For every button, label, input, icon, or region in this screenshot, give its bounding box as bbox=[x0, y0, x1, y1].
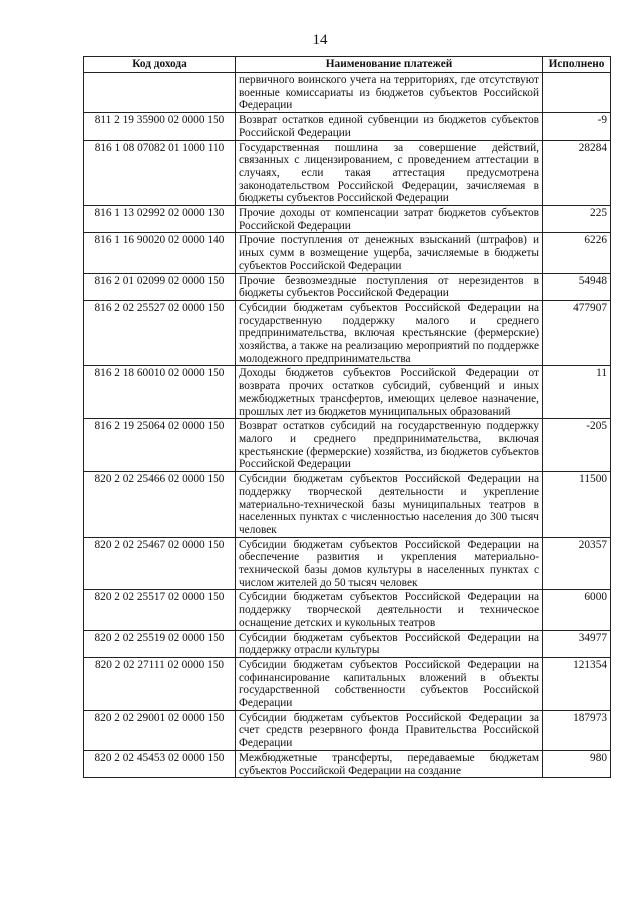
executed-amount-cell: -205 bbox=[543, 419, 611, 472]
table-row bbox=[84, 710, 611, 750]
executed-amount-cell: -9 bbox=[543, 113, 611, 140]
executed-amount-cell: 54948 bbox=[543, 273, 611, 300]
payment-name-cell: Субсидии бюджетам субъектов Российской Федерации за счет средств резервного фонда Правительства Российской Федерации bbox=[236, 710, 543, 750]
table-row bbox=[84, 73, 611, 113]
table-row bbox=[84, 273, 611, 300]
payment-name-cell: Возврат остатков субсидий на государственную поддержку малого и среднего предпринимательства, включая крестьянские (фермерские) хозяйства, из бюджетов субъектов Российской Федерации bbox=[236, 419, 543, 472]
income-code-cell: 816 2 19 25064 02 0000 150 bbox=[84, 419, 236, 472]
income-code-cell: 811 2 19 35900 02 0000 150 bbox=[84, 113, 236, 140]
revenue-table bbox=[83, 56, 611, 778]
executed-amount-cell: 477907 bbox=[543, 300, 611, 366]
table-row bbox=[84, 537, 611, 590]
income-code-cell: 820 2 02 25467 02 0000 150 bbox=[84, 537, 236, 590]
income-code-cell: 820 2 02 45453 02 0000 150 bbox=[84, 750, 236, 777]
executed-amount-cell: 187973 bbox=[543, 710, 611, 750]
income-code-cell bbox=[84, 73, 236, 113]
table-row bbox=[84, 472, 611, 538]
table-row bbox=[84, 300, 611, 366]
table-header-row bbox=[84, 57, 611, 73]
executed-amount-cell: 28284 bbox=[543, 140, 611, 206]
payment-name-cell: Субсидии бюджетам субъектов Российской Федерации на государственную поддержку малого и среднего предпринимательства, включая крестьянские (фермерские) хозяйства, а также на реализацию мероприятий по поддержке молодежного предпринимательства bbox=[236, 300, 543, 366]
table-row bbox=[84, 630, 611, 657]
header-name: Наименование платежей bbox=[236, 57, 543, 73]
payment-name-cell: Субсидии бюджетам субъектов Российской Федерации на поддержку творческой деятельности и укрепление материально-технической базы муниципальных театров в населенных пунктах с численностью населения до 300 тысяч человек bbox=[236, 472, 543, 538]
table-body bbox=[84, 73, 611, 778]
table-row bbox=[84, 366, 611, 419]
table-row bbox=[84, 233, 611, 273]
income-code-cell: 816 2 02 25527 02 0000 150 bbox=[84, 300, 236, 366]
table-row bbox=[84, 113, 611, 140]
income-code-cell: 820 2 02 25517 02 0000 150 bbox=[84, 590, 236, 630]
income-code-cell: 816 2 01 02099 02 0000 150 bbox=[84, 273, 236, 300]
executed-amount-cell: 6000 bbox=[543, 590, 611, 630]
page-number: 14 bbox=[312, 32, 328, 48]
payment-name-cell: Субсидии бюджетам субъектов Российской Федерации на поддержку творческой деятельности и техническое оснащение детских и кукольных театров bbox=[236, 590, 543, 630]
payment-name-cell: Прочие поступления от денежных взысканий (штрафов) и иных сумм в возмещение ущерба, зачисляемые в бюджеты субъектов Российской Федерации bbox=[236, 233, 543, 273]
income-code-cell: 820 2 02 25519 02 0000 150 bbox=[84, 630, 236, 657]
header-sum: Исполнено bbox=[543, 57, 611, 73]
table-row bbox=[84, 590, 611, 630]
payment-name-cell: Государственная пошлина за совершение действий, связанных с лицензированием, с проведением аттестации в случаях, если такая аттестация предусмотрена законодательством Российской Федерации, зачисляемая в бюджеты субъектов Российской Федерации bbox=[236, 140, 543, 206]
header-code: Код дохода bbox=[84, 57, 236, 73]
income-code-cell: 816 2 18 60010 02 0000 150 bbox=[84, 366, 236, 419]
executed-amount-cell: 11 bbox=[543, 366, 611, 419]
payment-name-cell: Субсидии бюджетам субъектов Российской Федерации на обеспечение развития и укрепления материально-технической базы домов культуры в населенных пунктах с числом жителей до 50 тысяч человек bbox=[236, 537, 543, 590]
income-code-cell: 820 2 02 27111 02 0000 150 bbox=[84, 657, 236, 710]
executed-amount-cell: 225 bbox=[543, 206, 611, 233]
payment-name-cell: Субсидии бюджетам субъектов Российской Федерации на поддержку отрасли культуры bbox=[236, 630, 543, 657]
payment-name-cell: Доходы бюджетов субъектов Российской Федерации от возврата прочих остатков субсидий, субвенций и иных межбюджетных трансфертов, имеющих целевое назначение, прошлых лет из бюджетов муниципальных образований bbox=[236, 366, 543, 419]
income-code-cell: 816 1 16 90020 02 0000 140 bbox=[84, 233, 236, 273]
payment-name-cell: Возврат остатков единой субвенции из бюджетов субъектов Российской Федерации bbox=[236, 113, 543, 140]
payment-name-cell: Прочие безвозмездные поступления от нерезидентов в бюджеты субъектов Российской Федерации bbox=[236, 273, 543, 300]
table-row bbox=[84, 140, 611, 206]
executed-amount-cell: 11500 bbox=[543, 472, 611, 538]
table-row bbox=[84, 750, 611, 777]
income-code-cell: 820 2 02 29001 02 0000 150 bbox=[84, 710, 236, 750]
executed-amount-cell: 980 bbox=[543, 750, 611, 777]
executed-amount-cell: 20357 bbox=[543, 537, 611, 590]
executed-amount-cell: 6226 bbox=[543, 233, 611, 273]
income-code-cell: 816 1 08 07082 01 1000 110 bbox=[84, 140, 236, 206]
executed-amount-cell: 34977 bbox=[543, 630, 611, 657]
payment-name-cell: первичного воинского учета на территориях, где отсутствуют военные комиссариаты из бюджетов субъектов Российской Федерации bbox=[236, 73, 543, 113]
income-code-cell: 816 1 13 02992 02 0000 130 bbox=[84, 206, 236, 233]
executed-amount-cell: 121354 bbox=[543, 657, 611, 710]
payment-name-cell: Субсидии бюджетам субъектов Российской Федерации на софинансирование капитальных вложений в объекты государственной собственности субъектов Российской Федерации bbox=[236, 657, 543, 710]
table-row bbox=[84, 657, 611, 710]
table-row bbox=[84, 419, 611, 472]
table-row bbox=[84, 206, 611, 233]
payment-name-cell: Прочие доходы от компенсации затрат бюджетов субъектов Российской Федерации bbox=[236, 206, 543, 233]
income-code-cell: 820 2 02 25466 02 0000 150 bbox=[84, 472, 236, 538]
executed-amount-cell bbox=[543, 73, 611, 113]
payment-name-cell: Межбюджетные трансферты, передаваемые бюджетам субъектов Российской Федерации на создание bbox=[236, 750, 543, 777]
